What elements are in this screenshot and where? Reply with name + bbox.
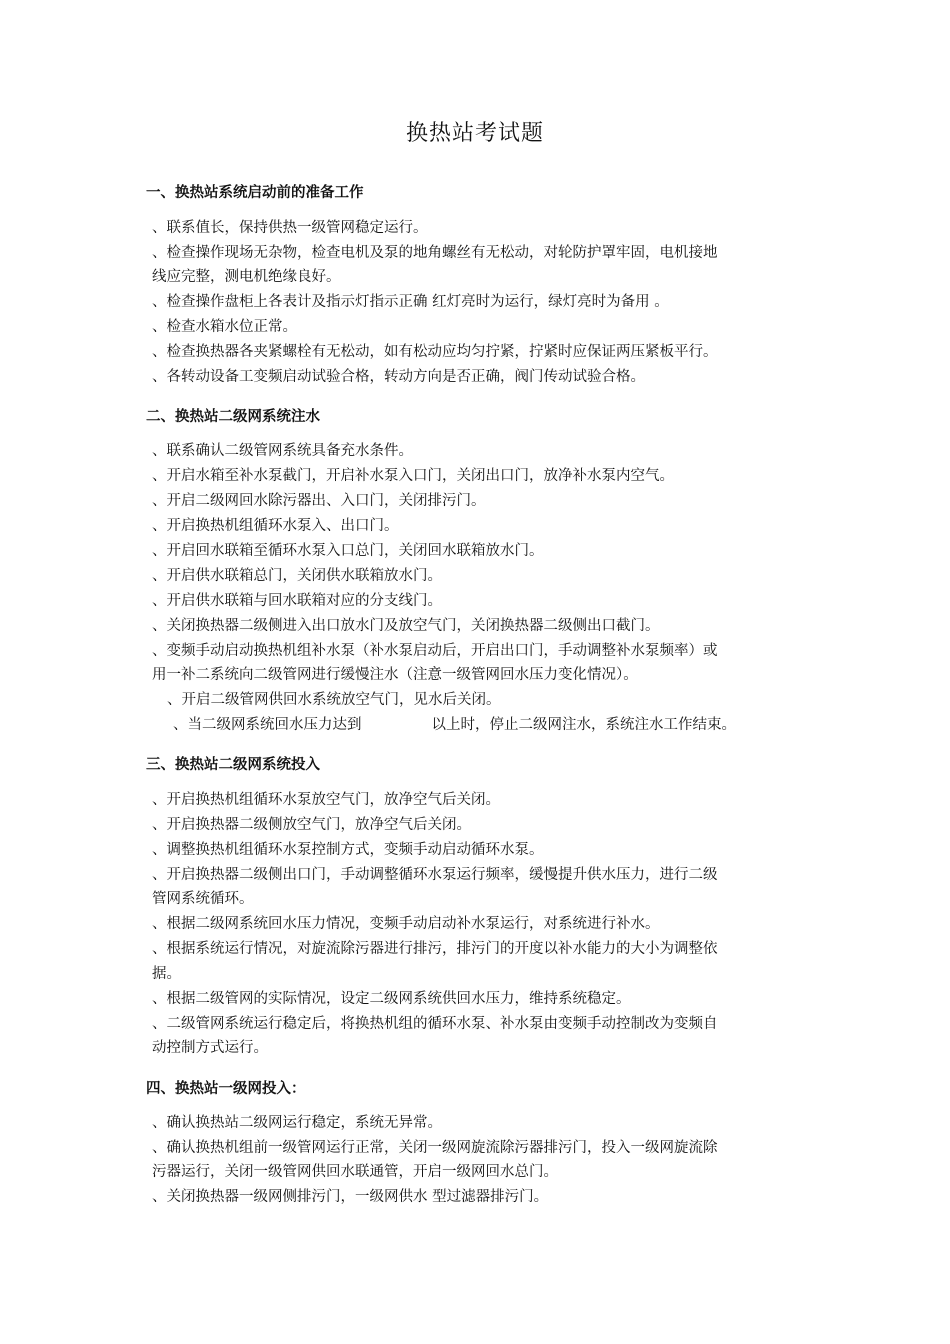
paragraph-line: 、根据系统运行情况，对旋流除污器进行排污，排污门的开度以补水能力的大小为调整依 (152, 941, 718, 957)
paragraph-line: 、检查换热器各夹紧螺栓有无松动，如有松动应均匀拧紧，拧紧时应保证两压紧板平行。 (152, 344, 718, 360)
paragraph-line: 、开启换热器二级侧放空气门，放净空气后关闭。 (152, 817, 471, 833)
paragraph-line: 、检查操作现场无杂物，检查电机及泵的地角螺丝有无松动，对轮防护罩牢固，电机接地 (152, 245, 718, 261)
paragraph-line: 、联系值长，保持供热一级管网稳定运行。 (152, 220, 428, 236)
paragraph-line: 线应完整，测电机绝缘良好。 (152, 269, 341, 285)
paragraph-line: 、开启二级网回水除污器出、入口门，关闭排污门。 (152, 493, 486, 509)
paragraph-line: 、开启换热器二级侧出口门，手动调整循环水泵运行频率，缓慢提升供水压力，进行二级 (152, 867, 718, 883)
paragraph-line: 、联系确认二级管网系统具备充水条件。 (152, 443, 413, 459)
paragraph-line: 、确认换热机组前一级管网运行正常，关闭一级网旋流除污器排污门，投入一级网旋流除 (152, 1140, 718, 1156)
paragraph-line: 、变频手动启动换热机组补水泵（补水泵启动后，开启出口门，手动调整补水泵频率）或 (152, 643, 718, 659)
paragraph-line: 、开启换热机组循环水泵放空气门，放净空气后关闭。 (152, 792, 500, 808)
paragraph-line: 、开启供水联箱与回水联箱对应的分支线门。 (152, 593, 442, 609)
paragraph-line: 据。 (152, 966, 181, 982)
paragraph-line: 、检查操作盘柜上各表计及指示灯指示正确 红灯亮时为运行，绿灯亮时为备用 。 (152, 294, 669, 310)
pressure-sentence-end: 以上时，停止二级网注水，系统注水工作结束。 (431, 717, 736, 733)
paragraph-line: 、开启二级管网供回水系统放空气门，见水后关闭。 (167, 692, 501, 708)
paragraph-line: 、关闭换热器一级网侧排污门，一级网供水 型过滤器排污门。 (152, 1189, 549, 1205)
paragraph-line: 、调整换热机组循环水泵控制方式，变频手动启动循环水泵。 (152, 842, 544, 858)
paragraph-line: 、开启供水联箱总门，关闭供水联箱放水门。 (152, 568, 442, 584)
paragraph-line: 、各转动设备工变频启动试验合格，转动方向是否正确，阀门传动试验合格。 (152, 369, 645, 385)
pressure-sentence-start: 、当二级网系统回水压力达到 (173, 717, 362, 733)
paragraph-line: 管网系统循环。 (152, 891, 254, 907)
paragraph-line: 、二级管网系统运行稳定后，将换热机组的循环水泵、补水泵由变频手动控制改为变频自 (152, 1016, 718, 1032)
page-title: 换热站考试题 (405, 121, 544, 146)
paragraph-line: 、开启回水联箱至循环水泵入口总门，关闭回水联箱放水门。 (152, 543, 544, 559)
paragraph-line: 用一补二系统向二级管网进行缓慢注水（注意一级管网回水压力变化情况）。 (152, 667, 638, 683)
section-heading-2: 二、换热站二级网系统注水 (146, 409, 320, 425)
section-heading-1: 一、换热站系统启动前的准备工作 (146, 185, 364, 201)
paragraph-line: 、开启水箱至补水泵截门，开启补水泵入口门，关闭出口门，放净补水泵内空气。 (152, 468, 674, 484)
paragraph-line: 动控制方式运行。 (152, 1040, 268, 1056)
paragraph-line (173, 715, 833, 735)
paragraph-line: 、检查水箱水位正常。 (152, 319, 297, 335)
section-heading-4: 四、换热站一级网投入： (146, 1081, 306, 1097)
section-heading-3: 三、换热站二级网系统投入 (146, 757, 320, 773)
paragraph-line: 、根据二级网系统回水压力情况，变频手动启动补水泵运行，对系统进行补水。 (152, 916, 660, 932)
paragraph-line: 、开启换热机组循环水泵入、出口门。 (152, 518, 399, 534)
paragraph-line: 、根据二级管网的实际情况，设定二级网系统供回水压力，维持系统稳定。 (152, 991, 631, 1007)
paragraph-line: 污器运行，关闭一级管网供回水联通管，开启一级网回水总门。 (152, 1164, 558, 1180)
paragraph-line: 、关闭换热器二级侧进入出口放水门及放空气门，关闭换热器二级侧出口截门。 (152, 618, 660, 634)
paragraph-line: 、确认换热站二级网运行稳定，系统无异常。 (152, 1115, 442, 1131)
